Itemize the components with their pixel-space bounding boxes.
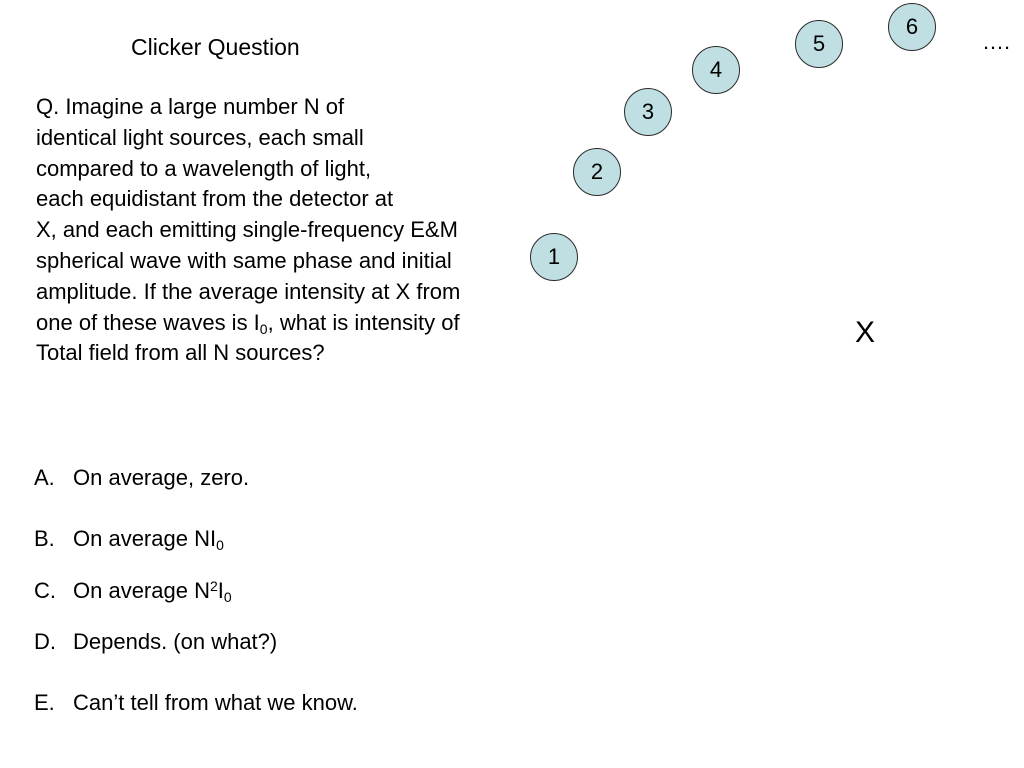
question-line: X, and each emitting single-frequency E&M [36, 217, 458, 243]
answer-text: I [217, 578, 224, 603]
light-source-6: 6 [888, 3, 936, 51]
question-line-part: , what is intensity of [267, 309, 460, 335]
answer-letter: C. [34, 578, 56, 603]
answer-text: On average NI [73, 526, 217, 551]
question-line: each equidistant from the detector at [36, 186, 394, 212]
question-line: Q. Imagine a large number N of [36, 94, 345, 119]
answer-text: On average, zero. [73, 465, 250, 490]
question-line: amplitude. If the average intensity at X from [36, 278, 461, 304]
question-line-part: one of these waves is I [36, 309, 260, 335]
question-text [36, 92, 556, 369]
light-source-5: 5 [795, 20, 843, 68]
answer-option-e[interactable] [34, 689, 358, 717]
question-line: spherical wave with same phase and initial [36, 247, 452, 273]
answer-option-c[interactable] [34, 577, 232, 605]
answer-text: On average N [73, 578, 210, 603]
answer-option-b[interactable] [34, 525, 224, 553]
question-line: Total field from all N sources? [36, 340, 325, 366]
light-source-4: 4 [692, 46, 740, 94]
answer-letter: D. [34, 629, 56, 654]
answer-text: Can’t tell from what we know. [73, 690, 358, 715]
superscript: 2 [209, 578, 218, 594]
detector-label: X [855, 316, 876, 349]
answer-text: Depends. (on what?) [73, 629, 278, 654]
subscript: 0 [216, 537, 224, 553]
question-line: compared to a wavelength of light, [36, 155, 372, 181]
light-source-3: 3 [624, 88, 672, 136]
subscript: 0 [223, 589, 232, 605]
answer-option-a[interactable] [34, 464, 249, 492]
answer-letter: B. [34, 526, 55, 551]
question-line: identical light sources, each small [36, 124, 364, 150]
subscript: 0 [259, 320, 268, 337]
answer-option-d[interactable] [34, 628, 277, 656]
question-line [36, 308, 556, 339]
more-sources-ellipsis: …. [982, 29, 1011, 54]
light-source-1: 1 [530, 233, 578, 281]
slide-title: Clicker Question [131, 34, 300, 60]
light-source-2: 2 [573, 148, 621, 196]
answer-letter: E. [34, 690, 55, 715]
answer-letter: A. [34, 465, 55, 490]
